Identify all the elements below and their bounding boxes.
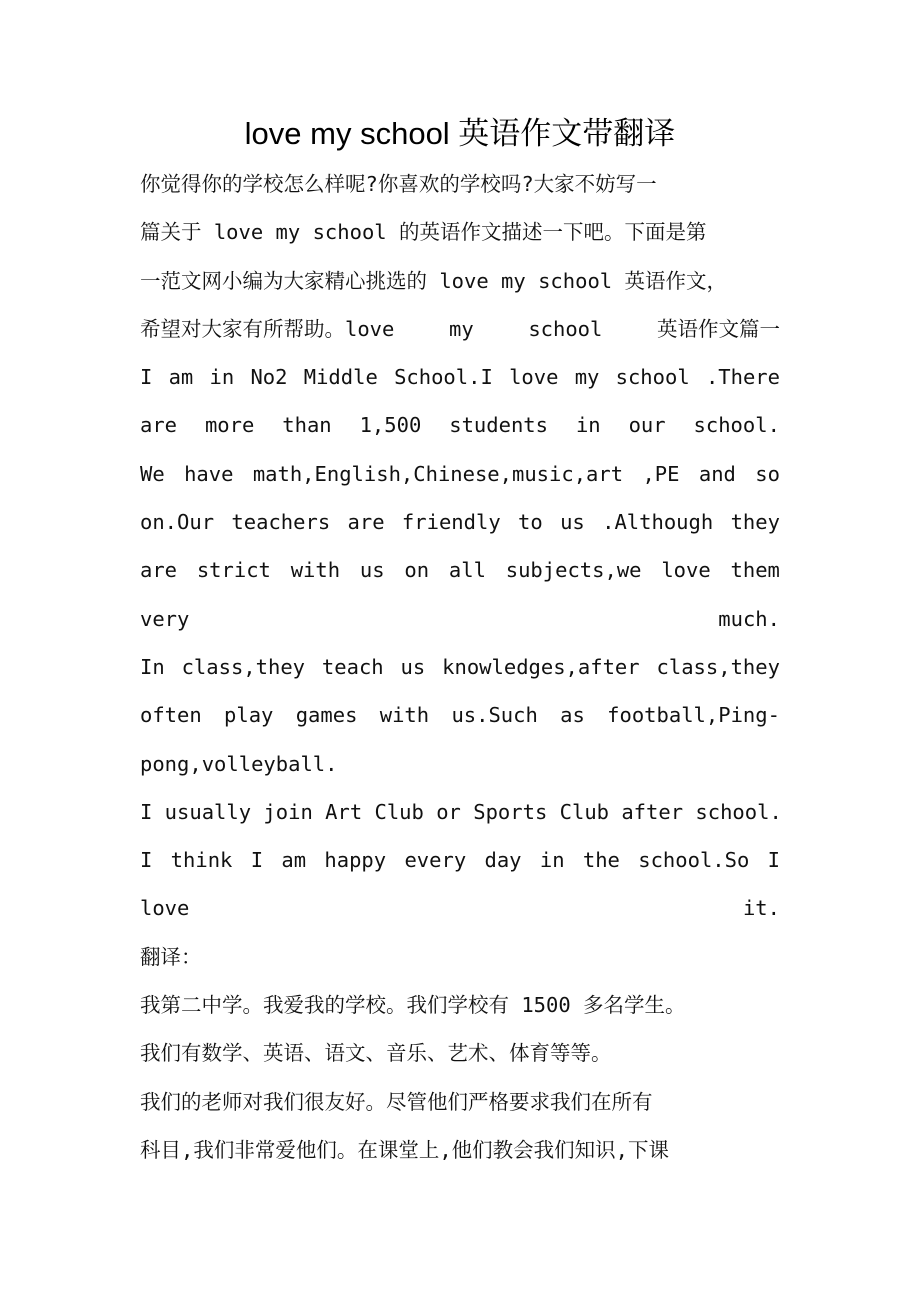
line-word: much.	[718, 606, 780, 631]
line-word: .Although	[602, 510, 714, 535]
line-word: than	[282, 413, 332, 438]
line-word: class,they	[656, 654, 780, 679]
text-line	[140, 643, 780, 691]
text-line: 科目,我们非常爱他们。在课堂上,他们教会我们知识,下课	[140, 1137, 670, 1162]
line-word: school.	[693, 413, 780, 438]
text-line: pong,volleyball.	[140, 751, 338, 776]
line-word: more	[204, 413, 255, 438]
line-word: it.	[742, 896, 780, 921]
line-word: all	[448, 558, 486, 583]
line-word: class,they	[181, 654, 306, 679]
line-word: knowledges,after	[442, 654, 640, 679]
line-word: ,PE	[642, 461, 680, 486]
line-word: are	[140, 558, 178, 583]
line-word: I	[767, 848, 780, 873]
line-word: teach	[321, 654, 384, 679]
text-line	[140, 498, 780, 546]
line-word: teachers	[231, 510, 331, 535]
text-line	[140, 836, 780, 884]
line-word: football,Ping-	[607, 703, 780, 728]
line-word: am	[168, 365, 194, 390]
line-word: day	[484, 848, 522, 873]
line-word: 英语作文篇一	[657, 316, 780, 341]
line-word: in	[539, 848, 565, 873]
line-word: as	[560, 703, 585, 728]
line-word: us.Such	[451, 703, 538, 728]
line-word: them	[730, 558, 780, 583]
line-word: No2	[250, 365, 288, 390]
line-word: are	[140, 413, 178, 438]
text-line	[140, 595, 780, 643]
text-line: 你觉得你的学校怎么样呢?你喜欢的学校吗?大家不妨写一	[140, 172, 657, 196]
line-word: subjects,we	[505, 558, 642, 583]
line-word: on.Our	[140, 510, 215, 535]
line-word: games	[295, 703, 358, 728]
text-line: 我们的老师对我们很友好。尽管他们严格要求我们在所有	[140, 1089, 653, 1114]
line-word: play	[224, 703, 274, 728]
line-word: my	[449, 316, 474, 341]
line-word: I	[250, 848, 264, 873]
text-line: 一范文网小编为大家精心挑选的 love my school 英语作文，	[140, 268, 727, 293]
text-line: 翻译：	[140, 944, 202, 969]
line-word: school	[615, 365, 690, 390]
line-word: my	[574, 365, 600, 390]
line-word: in	[209, 365, 235, 390]
line-word: with	[379, 703, 430, 728]
line-word: have	[184, 461, 234, 486]
text-line	[140, 691, 780, 739]
line-word: am	[281, 848, 307, 873]
line-word: friendly	[401, 510, 501, 535]
document-body	[140, 160, 780, 1174]
line-word: and	[698, 461, 736, 486]
line-word: our	[628, 413, 666, 438]
line-word: us	[560, 510, 585, 535]
text-line	[140, 546, 780, 594]
line-word: We	[140, 461, 165, 486]
line-word: students	[449, 413, 548, 438]
text-line	[140, 450, 780, 498]
line-word: school.So	[638, 848, 750, 873]
text-line: 篇关于 love my school 的英语作文描述一下吧。下面是第	[140, 220, 707, 245]
line-word: 希望对大家有所帮助。love	[140, 316, 395, 341]
document-title: love my school 英语作文带翻译	[244, 116, 676, 151]
line-word: love	[661, 558, 711, 583]
text-line	[140, 305, 780, 353]
line-word: often	[140, 703, 202, 728]
line-word: strict	[196, 558, 271, 583]
line-word: very	[140, 606, 190, 631]
line-word: in	[575, 413, 601, 438]
text-line: 我第二中学。我爱我的学校。我们学校有 1500 多名学生。	[140, 993, 686, 1018]
text-line	[140, 401, 780, 449]
text-line	[140, 884, 780, 932]
line-word: In	[140, 654, 165, 679]
line-word: love	[509, 365, 559, 390]
line-word: are	[347, 510, 385, 535]
line-word: math,English,Chinese,music,art	[252, 461, 624, 486]
line-word: I	[140, 365, 153, 390]
line-word: Middle	[303, 365, 378, 390]
text-line: I usually join Art Club or Sports Club after school.	[140, 799, 782, 824]
line-word: .There	[705, 365, 780, 390]
line-word: love	[140, 896, 190, 921]
line-word: the	[582, 848, 620, 873]
line-word: every	[404, 848, 467, 873]
text-line: 我们有数学、英语、语文、音乐、艺术、体育等等。	[140, 1041, 612, 1066]
line-word: they	[730, 510, 780, 535]
line-word: so	[755, 461, 780, 486]
line-word: think	[170, 848, 233, 873]
line-word: on	[404, 558, 430, 583]
line-word: happy	[324, 848, 387, 873]
line-word: School.I	[394, 365, 493, 390]
text-line	[140, 353, 780, 401]
line-word: 1,500	[359, 413, 422, 438]
line-word: us	[359, 558, 385, 583]
line-word: I	[140, 848, 153, 873]
line-word: with	[290, 558, 341, 583]
line-word: school	[528, 316, 603, 341]
line-word: us	[400, 654, 426, 679]
line-word: to	[518, 510, 543, 535]
